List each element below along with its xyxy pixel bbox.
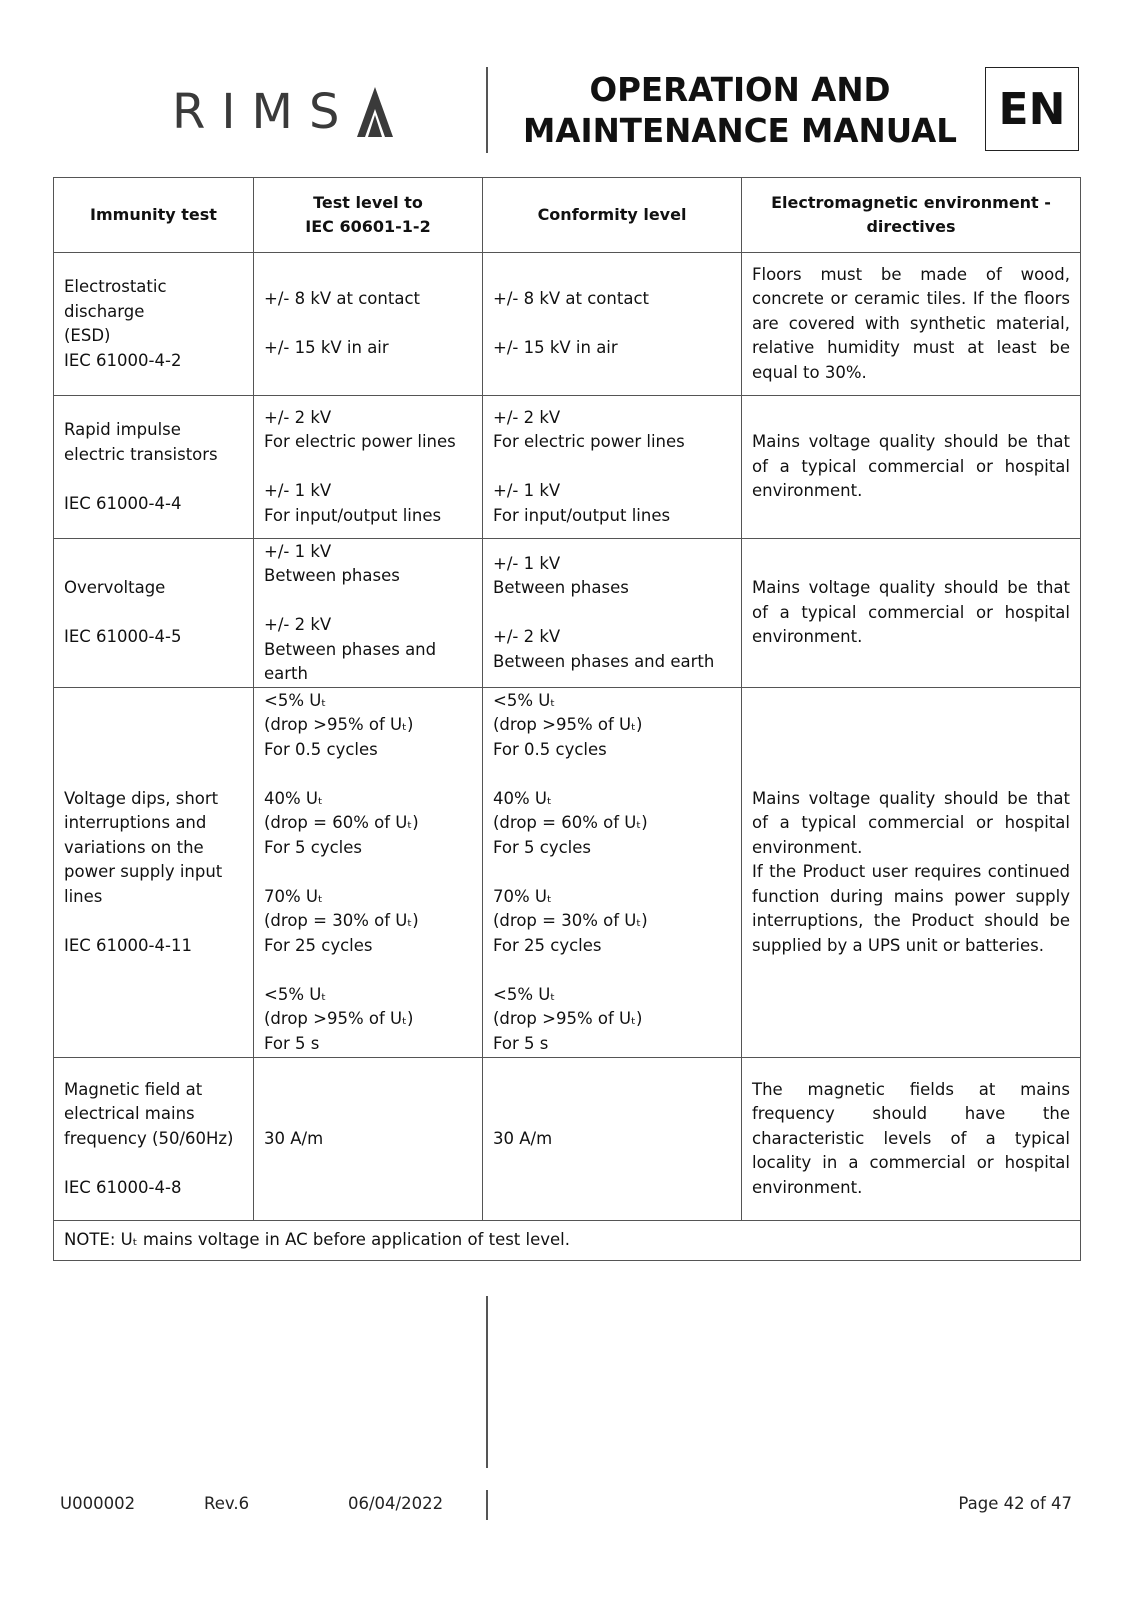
table-row: [54, 253, 1081, 396]
cell-environment: Mains voltage quality should be that of a typical commercial or hospital environment. If the Product user requires continued function during mains power supply interruptions, the Product should be supplied by a UPS unit or batteries.: [742, 688, 1081, 1058]
language-badge: EN: [985, 67, 1079, 151]
header-test-level: Test level to IEC 60601-1-2: [254, 178, 483, 253]
table-row: [54, 396, 1081, 539]
rimsa-logo: [172, 82, 395, 142]
cell-environment: Mains voltage quality should be that of a typical commercial or hospital environment.: [742, 539, 1081, 688]
logo-letter-s: S: [308, 84, 356, 140]
document-title: [510, 70, 970, 152]
footer-divider-short: [486, 1490, 488, 1520]
table-row: [54, 539, 1081, 688]
cell-test-level: +/- 2 kV For electric power lines +/- 1 kV For input/output lines: [254, 396, 483, 539]
cell-conformity: +/- 8 kV at contact +/- 15 kV in air: [483, 253, 742, 396]
cell-test: Magnetic field at electrical mains frequency (50/60Hz) IEC 61000-4-8: [54, 1058, 254, 1221]
cell-test: Voltage dips, short interruptions and variations on the power supply input lines IEC 61000-4-11: [54, 688, 254, 1058]
footer-revision: Rev.6: [204, 1494, 250, 1513]
cell-test: Rapid impulse electric transistors IEC 61000-4-4: [54, 396, 254, 539]
cell-environment: The magnetic fields at mains frequency should have the characteristic levels of a typical locality in a commercial or hospital environment.: [742, 1058, 1081, 1221]
cell-environment: Mains voltage quality should be that of a typical commercial or hospital environment.: [742, 396, 1081, 539]
cell-conformity: 30 A/m: [483, 1058, 742, 1221]
table-header-row: [54, 178, 1081, 253]
document-title-line-2: MAINTENANCE MANUAL: [522, 112, 958, 150]
cell-test: Overvoltage IEC 61000-4-5: [54, 539, 254, 688]
cell-test-level: +/- 8 kV at contact +/- 15 kV in air: [254, 253, 483, 396]
immunity-test-table: [53, 177, 1081, 1261]
logo-letter-i: I: [221, 84, 252, 140]
logo-letter-r: R: [172, 84, 222, 140]
cell-test: Electrostatic discharge (ESD) IEC 61000-4-2: [54, 253, 254, 396]
document-title-line-1: OPERATION AND: [589, 71, 891, 109]
logo-a-arrow-icon: [355, 85, 395, 139]
table-note-row: [54, 1221, 1081, 1261]
cell-test-level: +/- 1 kV Between phases +/- 2 kV Between phases and earth: [254, 539, 483, 688]
header-divider: [486, 67, 488, 153]
header-immunity-test: Immunity test: [54, 178, 254, 253]
table-row: [54, 1058, 1081, 1221]
table-note: NOTE: Uₜ mains voltage in AC before application of test level.: [54, 1221, 1081, 1261]
header-environment-directives: Electromagnetic environment - directives: [742, 178, 1081, 253]
logo-letter-m: M: [251, 84, 309, 140]
footer-page-number: Page 42 of 47: [958, 1494, 1072, 1513]
header-conformity-level: Conformity level: [483, 178, 742, 253]
cell-test-level: 30 A/m: [254, 1058, 483, 1221]
footer-document-code: U000002: [60, 1494, 136, 1513]
table-row: [54, 688, 1081, 1058]
cell-conformity: <5% Uₜ (drop >95% of Uₜ) For 0.5 cycles 40% Uₜ (drop = 60% of Uₜ) For 5 cycles 70% Uₜ (drop = 30% of Uₜ) For 25 cycles <5% Uₜ (drop >95% of Uₜ) For 5 s: [483, 688, 742, 1058]
cell-conformity: +/- 2 kV For electric power lines +/- 1 kV For input/output lines: [483, 396, 742, 539]
cell-conformity: +/- 1 kV Between phases +/- 2 kV Between phases and earth: [483, 539, 742, 688]
cell-test-level: <5% Uₜ (drop >95% of Uₜ) For 0.5 cycles 40% Uₜ (drop = 60% of Uₜ) For 5 cycles 70% Uₜ (drop = 30% of Uₜ) For 25 cycles <5% Uₜ (drop >95% of Uₜ) For 5 s: [254, 688, 483, 1058]
footer-divider: [486, 1296, 488, 1468]
footer-date: 06/04/2022: [348, 1494, 444, 1513]
cell-environment: Floors must be made of wood, concrete or ceramic tiles. If the floors are covered with synthetic material, relative humidity must at least be equal to 30%.: [742, 253, 1081, 396]
